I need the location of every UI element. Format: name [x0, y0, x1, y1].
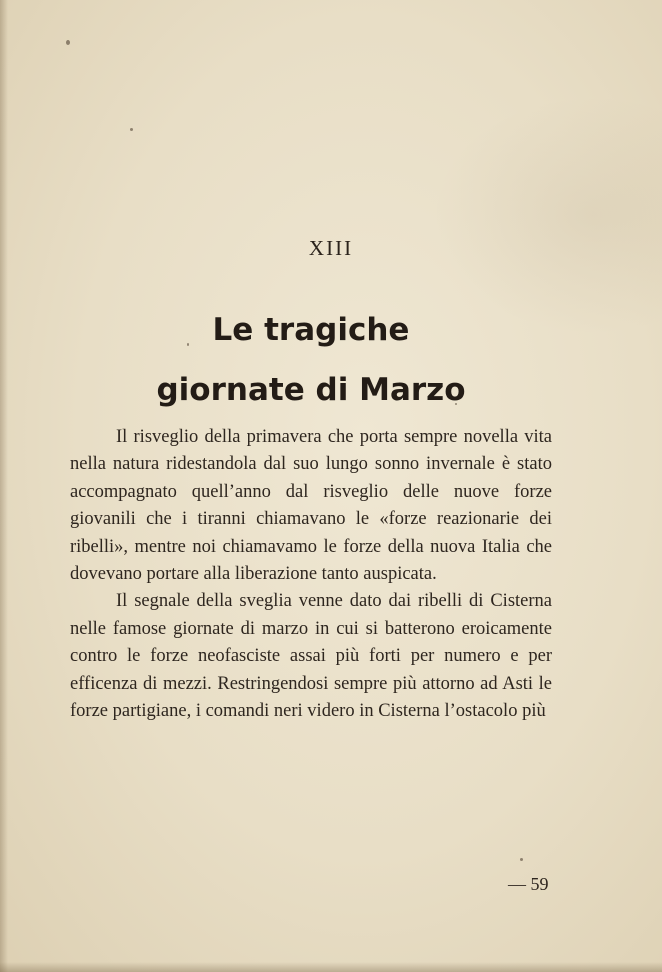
paper-speck: [66, 40, 70, 45]
chapter-title-line-1: Le tragiche: [212, 312, 410, 348]
paper-speck: [520, 858, 523, 861]
page-number: — 59: [508, 874, 549, 894]
chapter-title-line-2: giornate di Marzo: [156, 372, 466, 408]
binding-shadow: [0, 0, 8, 972]
paragraph: Il risveglio della primavera che porta sempre novella vita nella natura ridestandola dal suo lungo sonno invernale è stato accompagnato quell’anno dal risveglio delle nuove forze giovanili che i tiranni chiamavano le «forze reazionarie dei ribelli», mentre noi chiamavamo le forze della nuova Italia che dovevano portare alla liberazione tanto auspicata.: [70, 427, 552, 585]
paper-speck: [130, 128, 133, 131]
chapter-title: [0, 300, 622, 420]
bottom-edge-shadow: [0, 962, 662, 972]
paragraph: Il segnale della sveglia venne dato dai ribelli di Cisterna nelle famose giornate di marzo in cui si batterono eroicamente contro le forze neofasciste assai più forti per numero e per efficenza di mezzi. Restringendosi sempre più attorno ad Asti le forze partigiane, i comandi neri videro in Cisterna l’ostacolo più: [70, 591, 552, 722]
chapter-number: XIII: [308, 236, 354, 260]
chapter-body: [70, 424, 552, 725]
show-through-stain: [432, 95, 662, 335]
